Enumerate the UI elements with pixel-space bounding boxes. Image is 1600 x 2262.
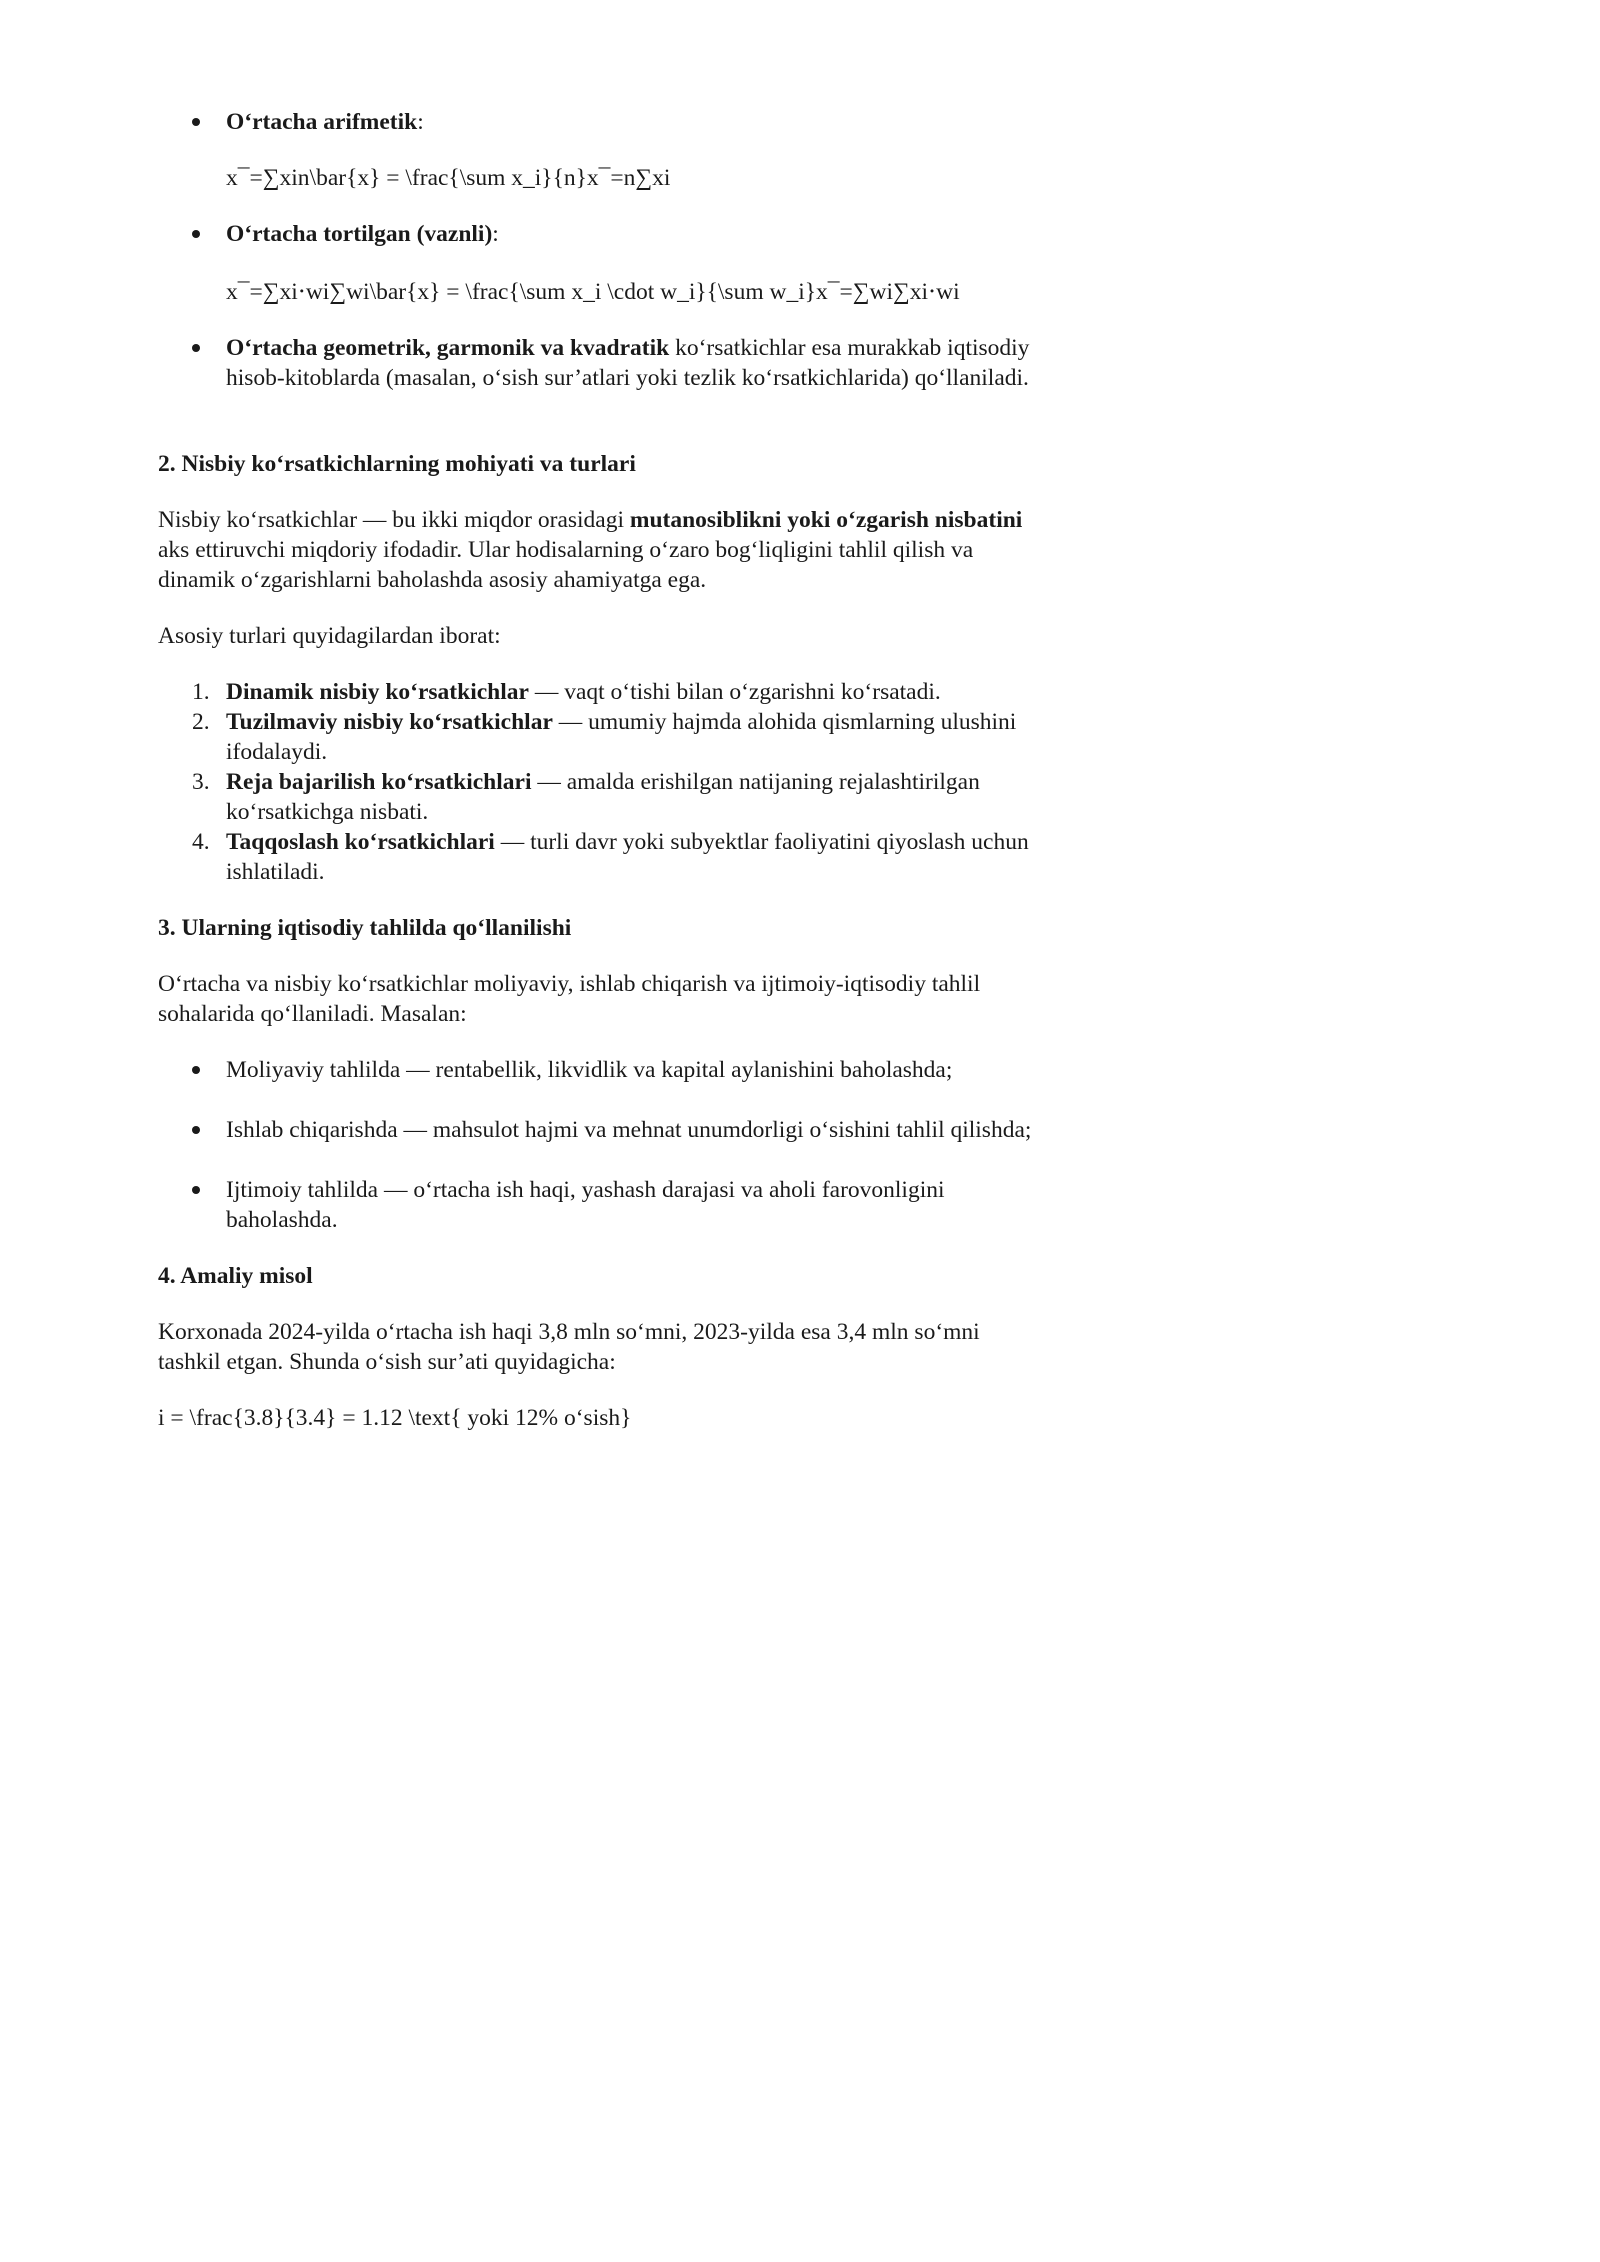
para-bold: mutanosiblikni yoki o‘zgarish nisbatini (629, 507, 1023, 533)
section-heading-2: 2. Nisbiy ko‘rsatkichlarning mohiyati va turlari (158, 451, 636, 477)
numbered-item (226, 677, 1046, 707)
term-bold: O‘rtacha geometrik, garmonik va kvadratik (226, 335, 670, 361)
list-item-weighted-mean (226, 219, 1046, 249)
section-heading-4: 4. Amaliy misol (158, 1263, 313, 1289)
bullet-marker (192, 344, 200, 352)
paragraph-relative-indicators (158, 505, 1038, 595)
section-heading-3: 3. Ularning iqtisodiy tahlilda qo‘llanilishi (158, 915, 572, 941)
bullet-marker (192, 1126, 200, 1134)
term-bold: Taqqoslash ko‘rsatkichlari (226, 829, 495, 855)
list-item: Ijtimoiy tahlilda — o‘rtacha ish haqi, yashash darajasi va aholi farovonligini baholashda. (226, 1177, 945, 1233)
term-rest: : (492, 221, 499, 247)
paragraph-example: Korxonada 2024-yilda o‘rtacha ish haqi 3,8 mln so‘mni, 2023-yilda esa 3,4 mln so‘mni tashkil etgan. Shunda o‘sish sur’ati quyidagicha: (158, 1319, 980, 1375)
document-page (0, 0, 1103, 1562)
term-rest: — vaqt o‘tishi bilan o‘zgarishni ko‘rsatadi. (528, 679, 941, 705)
term-bold: O‘rtacha arifmetik (226, 109, 418, 135)
term-bold: Tuzilmaviy nisbiy ko‘rsatkichlar (226, 709, 553, 735)
list-item: Ishlab chiqarishda — mahsulot hajmi va mehnat unumdorligi o‘sishini tahlil qilishda; (226, 1117, 1032, 1143)
bullet-marker (192, 118, 200, 126)
numbered-item (226, 707, 1046, 767)
bullet-marker (192, 1186, 200, 1194)
bullet-marker (192, 1066, 200, 1074)
numbered-item (226, 827, 1046, 887)
term-rest: — umumiy hajmda alohida qismlarning ulushini ifodalaydi. (226, 709, 1017, 765)
bullet-marker (192, 230, 200, 238)
term-rest: — turli davr yoki subyektlar faoliyatini qiyoslash uchun ishlatiladi. (226, 829, 1029, 885)
list-item: Moliyaviy tahlilda — rentabellik, likvidlik va kapital aylanishini baholashda; (226, 1057, 953, 1083)
list-item-other-means (226, 333, 1046, 393)
list-number: 2. (192, 709, 210, 735)
numbered-item (226, 767, 1046, 827)
term-rest: ko‘rsatkichlar esa murakkab iqtisodiy hisob-kitoblarda (masalan, o‘sish sur’atlari yoki tezlik ko‘rsatkichlarida) qo‘llaniladi. (226, 335, 1030, 391)
formula-growth-rate: i = \frac{3.8}{3.4} = 1.12 \text{ yoki 12% o‘sish} (158, 1405, 632, 1431)
paragraph-application: O‘rtacha va nisbiy ko‘rsatkichlar moliyaviy, ishlab chiqarish va ijtimoiy-iqtisodiy tahlil sohalarida qo‘llaniladi. Masalan: (158, 971, 981, 1027)
formula-weighted-mean: x¯=∑xi⋅wi∑wi\bar{x} = \frac{\sum x_i \cdot w_i}{\sum w_i}x¯=∑wi∑xi⋅wi (226, 279, 960, 305)
list-number: 1. (192, 679, 210, 705)
formula-arithmetic-mean: x¯=∑xin\bar{x} = \frac{\sum x_i}{n}x¯=n∑xi (226, 165, 671, 191)
para-text: Nisbiy ko‘rsatkichlar — bu ikki miqdor orasidagi (158, 507, 630, 533)
term-bold: O‘rtacha tortilgan (vaznli) (226, 221, 493, 247)
term-bold: Dinamik nisbiy ko‘rsatkichlar (226, 679, 529, 705)
list-number: 3. (192, 769, 210, 795)
para-text: aks ettiruvchi miqdoriy ifodadir. Ular hodisalarning o‘zaro bog‘liqligini tahlil qilish va dinamik o‘zgarishlarni baholashda asosiy ahamiyatga ega. (158, 537, 974, 593)
list-number: 4. (192, 829, 210, 855)
list-item-arithmetic-mean (226, 107, 1046, 137)
paragraph-main-types: Asosiy turlari quyidagilardan iborat: (158, 623, 501, 649)
term-bold: Reja bajarilish ko‘rsatkichlari (226, 769, 532, 795)
term-rest: — amalda erishilgan natijaning rejalashtirilgan ko‘rsatkichga nisbati. (226, 769, 980, 825)
term-rest: : (417, 109, 424, 135)
